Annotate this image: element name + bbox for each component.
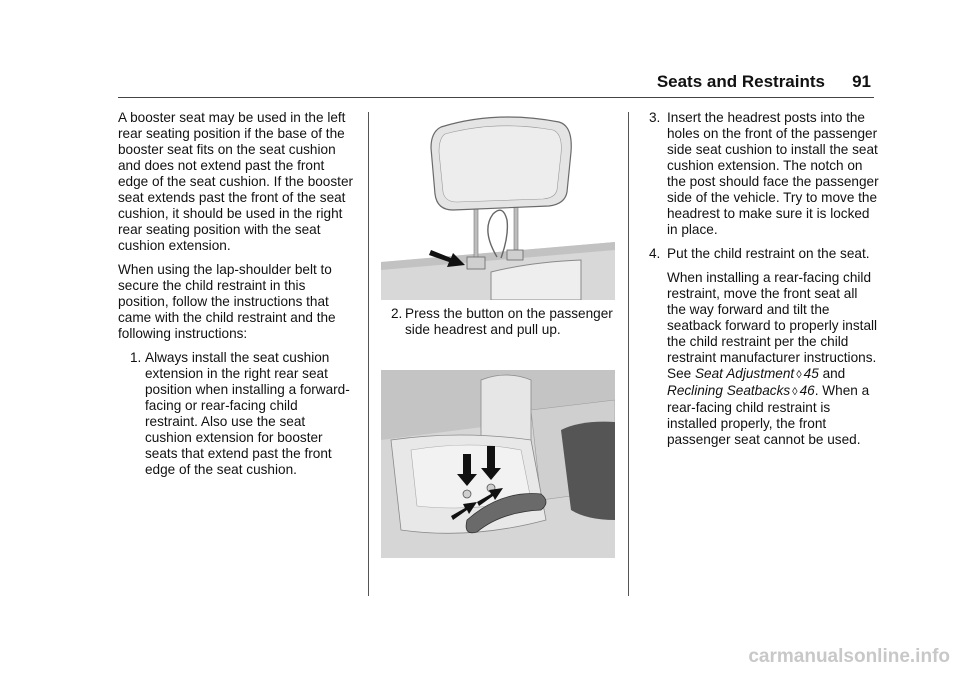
page-header: [0, 66, 960, 96]
step-1-text: Always install the seat cushion extension in the right rear seat position when installing a forward-facing or rear-facing child restraint. Also use the seat cushion extension for booster seats that extend past the front edge of the seat cushion.: [145, 350, 350, 477]
column-3: [643, 110, 879, 456]
column-divider-right: [628, 112, 629, 596]
reclining-seatbacks-page[interactable]: 46: [799, 383, 815, 398]
section-title: Seats and Restraints: [656, 72, 825, 91]
booster-paragraph: A booster seat may be used in the left rear seating position if the base of the booster seat fits on the seat cushion and does not extend past the front edge of the seat cushion. If the booster seat extends past the front of the seat cushion, it should be used in the right rear seating position with the seat cushion extension.: [118, 110, 354, 253]
reclining-seatbacks-link[interactable]: Reclining Seatbacks: [667, 383, 791, 398]
step-1-number: 1.: [130, 350, 142, 365]
period: .: [814, 383, 819, 398]
step-2: [381, 306, 617, 338]
step-4-number: 4.: [649, 246, 661, 261]
step-4-text: Put the child restraint on the seat.: [667, 246, 870, 261]
seat-adjustment-page[interactable]: 45: [803, 366, 819, 381]
and-text: and: [822, 366, 846, 381]
column-2: [381, 306, 617, 346]
step-2-number: 2.: [391, 306, 403, 321]
seat-adjustment-link[interactable]: Seat Adjustment: [694, 366, 795, 381]
column-divider-left: [368, 112, 369, 596]
headrest-illustration: [381, 112, 615, 300]
step-3-number: 3.: [649, 110, 661, 125]
seat-cushion-illustration: [381, 370, 615, 558]
page-ref-icon: ◊: [796, 369, 802, 381]
step-2-text: Press the button on the passenger side headrest and pull up.: [405, 306, 613, 337]
step-1: [118, 350, 354, 478]
step-3-text: Insert the headrest posts into the holes on the front of the passenger side seat cushion to install the seat cushion extension. The notch on the post should face the passenger side of the vehicle. Try to move the headrest to make sure it is locked in place.: [667, 110, 879, 237]
rear-facing-paragraph: [643, 270, 879, 448]
step-4: [643, 246, 879, 262]
watermark: carmanualsonline.info: [748, 646, 950, 667]
page-ref-icon: ◊: [792, 386, 798, 398]
step-3: [643, 110, 879, 238]
column-1: [118, 110, 354, 486]
rear-facing-text: When installing a rear-facing child restraint, move the front seat all the way forward and tilt the seatback forward to properly install the child restraint per the child restraint manufacturer instructions. See: [667, 270, 878, 381]
front-passenger-text: When a rear-facing child restraint is installed properly, the front passenger seat cannot be used.: [667, 383, 870, 447]
page-number: 91: [852, 72, 871, 91]
header-rule: [118, 97, 874, 98]
lap-shoulder-paragraph: When using the lap-shoulder belt to secure the child restraint in this position, follow the instructions that came with the child restraint and the following instructions:: [118, 262, 336, 341]
